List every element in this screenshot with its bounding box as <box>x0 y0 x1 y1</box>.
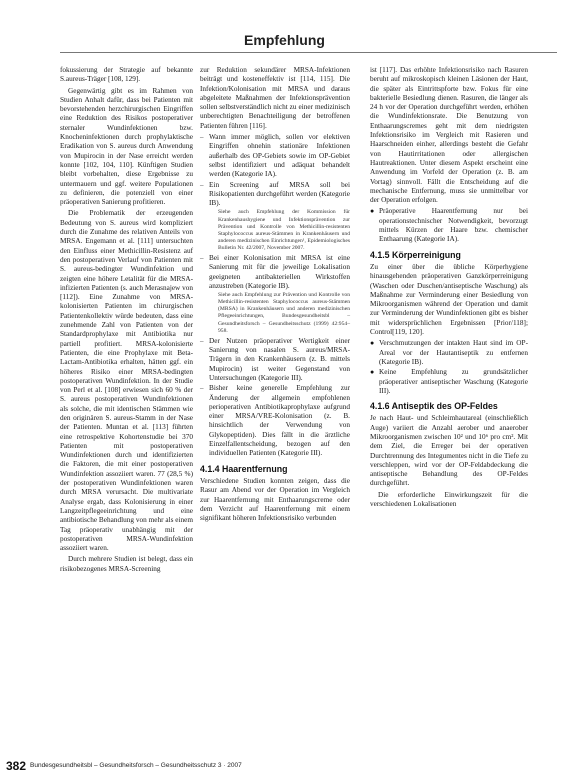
recommendation-item <box>200 254 350 335</box>
round-bullet-icon: ● <box>370 207 375 216</box>
page-number: 382 <box>6 759 27 773</box>
header-rule <box>60 52 557 53</box>
square-bullet-icon: – <box>200 254 204 263</box>
square-bullet-icon: – <box>200 384 204 393</box>
recommendation-text: Der Nutzen präoperativer Wertigkeit einer Sanierung von nasalen S. aureus/MRSA-Trägern in den Krankenhäusern (z. B. mittels Mupirocin) ist weiter Gegenstand von Untersuchungen (Kategorie III). <box>209 336 350 382</box>
paragraph: ist [117]. Das erhöhte Infektionsrisiko nach Rasuren beruht auf mikroskopisch kleinen Läsionen der Haut, die später als Eintrittspforte bzw. Fokus für eine bakterielle Besiedlung dienen. Rasuren, die länger als 24 h vor der Operation durchgeführt werden, erhöhen die Wundinfektionsrate. Die Benutzung von Enthaarungscremes geht mit dem niedrigsten Infektionsrisiko im Vergleich mit Rasieren und Haarschneiden einher, allerdings besteht die Gefahr von Hautirritationen oder allergischen Hautreaktionen. Unter diesem Aspekt erscheint eine Anwendung im Vorfeld der Operation (z. B. am Vortag) sinnvoll. Fällt die Entscheidung auf die mechanische Entfernung, muss sie unmittelbar vor der Operation erfolgen. <box>370 66 528 205</box>
paragraph: fokussierung der Strategie auf bekannte S.aureus-Träger [108, 129]. <box>60 66 193 84</box>
page-header <box>0 0 569 70</box>
recommendation-text: Präoperative Haarentfernung nur bei operationstechnischer Notwendigkeit, bevorzugt mittels Kürzen der Haare bzw. chemischer Enthaarung (Kategorie IA). <box>379 207 528 244</box>
column-3 <box>370 66 528 511</box>
section-heading: 4.1.6 Antiseptik des OP-Feldes <box>370 401 498 412</box>
recommendation-text: Bei einer Kolonisation mit MRSA ist eine Sanierung mit für die jeweilige Lokalisation geeigneten antibakteriellen Wirkstoffen anzustreben (Kategorie IB). <box>209 254 350 290</box>
paragraph: Zu einer über die übliche Körperhygiene hinausgehenden präoperativen Ganzkörperreinigung (Waschen oder Duschen/antiseptische Waschung) als Maßnahme zur Verminderung einer Besiedlung von Mikroorganismen während der Operation und damit zur Verminderung der Wundinfektionen gibt es bisher mit widersprüchlichen Ergebnissen [Prior/118]; Control[119, 120]. <box>370 262 528 337</box>
recommendation-text: Verschmutzungen der intakten Haut sind im OP-Areal vor der Hautantiseptik zu entfernen (Kategorie IB). <box>379 339 528 366</box>
square-bullet-icon: – <box>200 336 204 345</box>
footnote: Siehe auch Empfehlung der Kommission für Krankenhaushygiene und Infektionsprävention zur Prävention und Kontrolle von Methicillin-resistenten Staphylococcus aureus-Stämmen in Krankenhäusern und anderen medizinischen Einrichtungen¹, Epidemiologisches Bulletin Nr. 42/2007, November 2007. <box>218 209 350 251</box>
journal-reference: Bundesgesundheitsbl – Gesundheitsforsch – Gesundheitsschutz 3 · 2007 <box>30 762 242 769</box>
footnote: Siehe auch Empfehlung zur Prävention und Kontrolle von Methicillin-resistenten Staphylococcus aureus-Stämmen (MRSA) in Krankenhäusern und anderen medizinischen Pflegeeinrichtungen, Bundesgesundheitsbl – Gesundheitsforsch – Gesundheitsschutz (1999) 42:954–958. <box>218 292 350 334</box>
recommendation-item <box>370 368 528 396</box>
paragraph: Durch mehrere Studien ist belegt, dass ein risikobezogenes MRSA-Screening <box>60 555 193 573</box>
paragraph: Gegenwärtig gibt es im Rahmen von Studien Anhalt dafür, dass bei Patienten mit bevorstehenden herzchirurgischen Eingriffen eine Reduktion des Risikos postoperativer sternaler Wundinfektionen bzw. Knocheninfektionen durch prophylaktische Eradikation von S. aureus durch Anwendung von Mupirocin in der Nase erreicht werden konnte [102, 104, 110]. Künftigen Studien bleibt vorbehalten, diese Ergebnisse zu untermauern und ggf. weitere Populationen zu definieren, die potenziell von einer präoperativen Sanierung profitieren. <box>60 86 193 207</box>
paragraph: Je nach Haut- und Schleimhautareal (einschließlich Auge) variiert die Anzahl aerober und anaerober Mikroorganismen zwischen 10² und 10⁶ pro cm². Mit dem Ziel, die Erreger bei der operativen Durchtrennung des Integumentes nicht in die Tiefe zu verschleppen, wird vor der OP-Feldabdeckung die antiseptische Behandlung des OP-Feldes durchgeführt. <box>370 414 528 488</box>
recommendation-text: Ein Screening auf MRSA soll bei Risikopatienten durchgeführt werden (Kategorie IB). <box>209 180 350 208</box>
recommendation-text: Bisher keine generelle Empfehlung zur Änderung der allgemein empfohlenen perioperativen Antibiotikaprophylaxe aufgrund einer MRSA/VRE-Kolonisation (z. B. hinsichtlich der Verwendung von Glykopeptiden). Dies fällt in die ärztliche Einzelfallentscheidung, bezogen auf den individuellen Patienten (Kategorie III). <box>209 384 350 458</box>
recommendation-item <box>200 181 350 252</box>
section-heading: 4.1.5 Körperreinigung <box>370 249 461 260</box>
recommendation-item <box>370 207 528 244</box>
recommendation-text: Keine Empfehlung zu grundsätzlicher präoperativer antiseptischer Waschung (Kategorie III). <box>379 368 528 395</box>
round-bullet-icon: ● <box>370 339 375 348</box>
page-title: Empfehlung <box>244 32 325 48</box>
page-footer <box>0 758 569 774</box>
square-bullet-icon: – <box>200 133 204 142</box>
section-heading: 4.1.4 Haarentfernung <box>200 463 288 474</box>
paragraph: Verschiedene Studien konnten zeigen, dass die Rasur am Abend vor der Operation im Vergleich zur Haarentfernung mit Enthaarungscreme oder dem Verzicht auf Haarentfernung mit einem signifikant höheren Infektionsrisiko verbunden <box>200 476 350 523</box>
recommendation-item <box>370 339 528 367</box>
column-1 <box>60 66 193 576</box>
recommendation-item <box>200 337 350 383</box>
recommendation-text: Wann immer möglich, sollen vor elektiven Eingriffen ohnehin stationäre Infektionen außerhalb des OP-Gebiets sowie im OP-Gebiet selbst identifiziert und adäquat behandelt werden (Kategorie IA). <box>209 133 350 179</box>
round-bullet-icon: ● <box>370 368 375 377</box>
column-2 <box>200 66 350 525</box>
paragraph: zur Reduktion sekundärer MRSA-Infektionen beiträgt und kosteneffektiv ist [114, 115]. Die Infektion/Kolonisation mit MRSA und daraus abgeleitete Maßnahmen der Infektionsprävention sollen selbstverständlich nicht zu einer medizinisch unberechtigten Benachteiligung der betroffenen Patienten führen [116]. <box>200 66 350 130</box>
recommendation-item <box>200 384 350 458</box>
recommendation-list <box>200 133 350 459</box>
square-bullet-icon: – <box>200 180 204 189</box>
recommendation-list <box>370 207 528 244</box>
recommendation-list <box>370 339 528 396</box>
recommendation-item <box>200 133 350 179</box>
paragraph: Die Problematik der erzeugenden Bedeutung von S. aureus wird kompliziert durch die Zunahme des relativen Anteils von MRSA. Engemann et al. [111] untersuchten den Einfluss einer Methicillin-Resistenz auf den postoperativen Verlauf von Patienten mit S. aureus-bedingter Wundinfektion und zeigten eine höhere Letalität für die MRSA-infizierten Patienten (s. auch Merasnajew von [112]). Eine Zunahme von MRSA-kolonisierten Patienten im chirurgischen Patientenkollektiv würde bedeuten, dass eine zunehmende Zahl von Patienten von der Standardprophylaxe mit Antibiotika nur partiell profitiert. MRSA-kolonisierte Patienten, die eine Prophylaxe mit Beta-Lactam-Antibiotika erhalten, hätten ggf. ein höheres Risiko einer MRSA-bedingten postoperativen Wundinfektion. In der Studie von Perl et al. [108] erwiesen sich 60 % der S. aureus postoperativen Wundinfektionen als solche, die mit identischen Stämmen wie den originären S. aureus-Stamm in der Nase der Patienten. Muntan et al. [113] führten eine retrospektive Kohortenstudie bei 370 Patienten mit postoperativen Wundinfektionen durch und identifizierten die Faktoren, die mit einer postoperativen Wundinfektion assoziiert waren. 77 (28,5 %) der postoperativen Wundinfektionen waren durch MRSA verursacht. Die multivariate Analyse ergab, dass Kolonisierung in einer Langzeitpflegeeinrichtung und eine antibiotische Behandlung von mehr als einem Tag präoperativ unabhängig mit der postoperativen MRSA-Wundinfektion assoziiert waren. <box>60 209 193 553</box>
paragraph: Die erforderliche Einwirkungszeit für die verschiedenen Lokalisationen <box>370 490 528 509</box>
